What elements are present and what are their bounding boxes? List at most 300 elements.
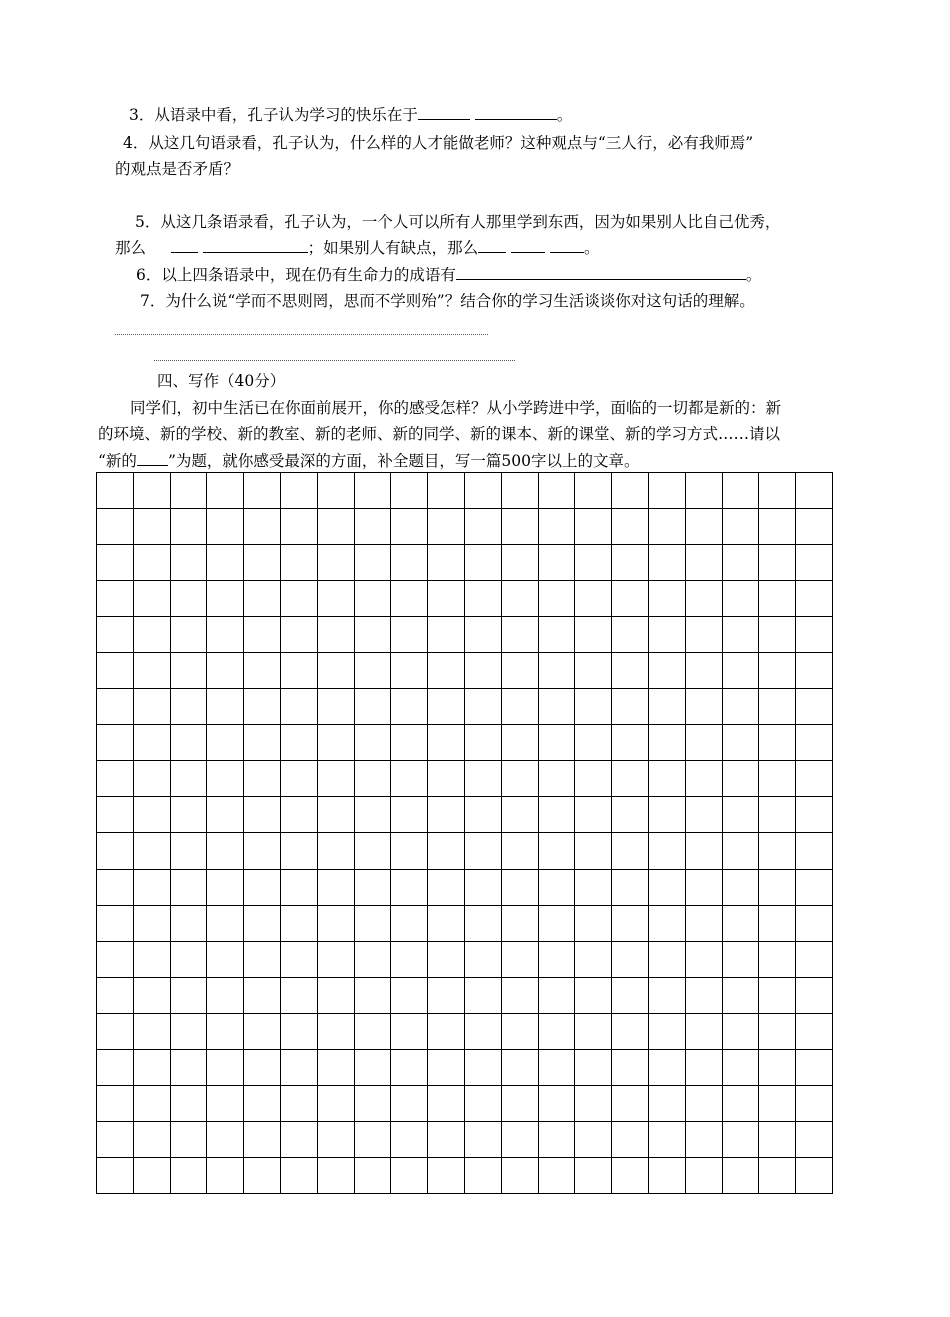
grid-cell[interactable]: [722, 689, 759, 725]
grid-cell[interactable]: [244, 1013, 281, 1049]
grid-cell[interactable]: [244, 689, 281, 725]
grid-cell[interactable]: [612, 581, 649, 617]
grid-cell[interactable]: [317, 941, 354, 977]
grid-cell[interactable]: [133, 1049, 170, 1085]
grid-cell[interactable]: [759, 905, 796, 941]
grid-cell[interactable]: [722, 833, 759, 869]
grid-cell[interactable]: [428, 617, 465, 653]
grid-cell[interactable]: [685, 941, 722, 977]
grid-cell[interactable]: [170, 1121, 207, 1157]
grid-cell[interactable]: [97, 1085, 134, 1121]
grid-cell[interactable]: [428, 545, 465, 581]
grid-cell[interactable]: [207, 833, 244, 869]
grid-cell[interactable]: [133, 581, 170, 617]
grid-cell[interactable]: [501, 1085, 538, 1121]
grid-cell[interactable]: [538, 1049, 575, 1085]
grid-cell[interactable]: [501, 941, 538, 977]
grid-cell[interactable]: [244, 1085, 281, 1121]
grid-cell[interactable]: [464, 581, 501, 617]
grid-cell[interactable]: [391, 761, 428, 797]
grid-cell[interactable]: [464, 545, 501, 581]
grid-cell[interactable]: [464, 725, 501, 761]
grid-cell[interactable]: [612, 1013, 649, 1049]
grid-cell[interactable]: [796, 1049, 833, 1085]
grid-cell[interactable]: [428, 1121, 465, 1157]
grid-cell[interactable]: [280, 761, 317, 797]
grid-cell[interactable]: [538, 1157, 575, 1193]
grid-cell[interactable]: [648, 473, 685, 509]
grid-cell[interactable]: [207, 653, 244, 689]
grid-cell[interactable]: [317, 1085, 354, 1121]
grid-cell[interactable]: [759, 689, 796, 725]
grid-cell[interactable]: [428, 977, 465, 1013]
grid-cell[interactable]: [796, 833, 833, 869]
grid-cell[interactable]: [391, 1013, 428, 1049]
grid-cell[interactable]: [170, 833, 207, 869]
grid-cell[interactable]: [244, 797, 281, 833]
grid-cell[interactable]: [354, 941, 391, 977]
grid-cell[interactable]: [170, 725, 207, 761]
grid-cell[interactable]: [391, 509, 428, 545]
grid-cell[interactable]: [133, 1157, 170, 1193]
grid-cell[interactable]: [354, 797, 391, 833]
grid-cell[interactable]: [391, 797, 428, 833]
grid-cell[interactable]: [648, 1157, 685, 1193]
grid-cell[interactable]: [575, 941, 612, 977]
grid-cell[interactable]: [648, 941, 685, 977]
grid-cell[interactable]: [354, 1049, 391, 1085]
grid-cell[interactable]: [538, 1121, 575, 1157]
grid-cell[interactable]: [685, 1085, 722, 1121]
grid-cell[interactable]: [685, 797, 722, 833]
grid-cell[interactable]: [244, 473, 281, 509]
grid-cell[interactable]: [280, 833, 317, 869]
answer-blank[interactable]: [478, 238, 506, 253]
grid-cell[interactable]: [648, 1049, 685, 1085]
grid-cell[interactable]: [354, 833, 391, 869]
grid-cell[interactable]: [648, 1085, 685, 1121]
grid-cell[interactable]: [244, 653, 281, 689]
grid-cell[interactable]: [170, 617, 207, 653]
grid-cell[interactable]: [464, 509, 501, 545]
grid-cell[interactable]: [97, 617, 134, 653]
grid-cell[interactable]: [207, 473, 244, 509]
grid-cell[interactable]: [428, 797, 465, 833]
grid-cell[interactable]: [280, 509, 317, 545]
grid-cell[interactable]: [207, 941, 244, 977]
grid-cell[interactable]: [391, 941, 428, 977]
grid-cell[interactable]: [759, 509, 796, 545]
grid-cell[interactable]: [354, 761, 391, 797]
grid-cell[interactable]: [391, 689, 428, 725]
grid-cell[interactable]: [170, 905, 207, 941]
grid-cell[interactable]: [428, 761, 465, 797]
grid-cell[interactable]: [97, 761, 134, 797]
grid-cell[interactable]: [97, 1157, 134, 1193]
grid-cell[interactable]: [170, 869, 207, 905]
grid-cell[interactable]: [685, 833, 722, 869]
grid-cell[interactable]: [759, 1121, 796, 1157]
grid-cell[interactable]: [575, 833, 612, 869]
grid-cell[interactable]: [501, 761, 538, 797]
grid-cell[interactable]: [538, 617, 575, 653]
grid-cell[interactable]: [722, 761, 759, 797]
grid-cell[interactable]: [170, 653, 207, 689]
grid-cell[interactable]: [354, 509, 391, 545]
grid-cell[interactable]: [280, 1013, 317, 1049]
grid-cell[interactable]: [722, 617, 759, 653]
grid-cell[interactable]: [280, 905, 317, 941]
grid-cell[interactable]: [280, 617, 317, 653]
grid-cell[interactable]: [97, 1049, 134, 1085]
grid-cell[interactable]: [97, 725, 134, 761]
grid-cell[interactable]: [97, 941, 134, 977]
grid-cell[interactable]: [538, 761, 575, 797]
grid-cell[interactable]: [538, 1013, 575, 1049]
grid-cell[interactable]: [648, 761, 685, 797]
grid-cell[interactable]: [685, 509, 722, 545]
grid-cell[interactable]: [612, 1049, 649, 1085]
grid-cell[interactable]: [354, 869, 391, 905]
grid-cell[interactable]: [133, 905, 170, 941]
grid-cell[interactable]: [538, 725, 575, 761]
grid-cell[interactable]: [207, 725, 244, 761]
grid-cell[interactable]: [280, 545, 317, 581]
grid-cell[interactable]: [207, 545, 244, 581]
grid-cell[interactable]: [612, 689, 649, 725]
grid-cell[interactable]: [133, 473, 170, 509]
grid-cell[interactable]: [575, 905, 612, 941]
grid-cell[interactable]: [575, 1085, 612, 1121]
grid-cell[interactable]: [133, 509, 170, 545]
grid-cell[interactable]: [391, 1049, 428, 1085]
grid-cell[interactable]: [796, 797, 833, 833]
grid-cell[interactable]: [796, 977, 833, 1013]
grid-cell[interactable]: [428, 473, 465, 509]
grid-cell[interactable]: [207, 1049, 244, 1085]
grid-cell[interactable]: [612, 653, 649, 689]
grid-cell[interactable]: [207, 617, 244, 653]
grid-cell[interactable]: [575, 617, 612, 653]
grid-cell[interactable]: [428, 581, 465, 617]
grid-cell[interactable]: [97, 797, 134, 833]
grid-cell[interactable]: [317, 509, 354, 545]
grid-cell[interactable]: [97, 545, 134, 581]
grid-cell[interactable]: [133, 761, 170, 797]
grid-cell[interactable]: [207, 1121, 244, 1157]
grid-cell[interactable]: [428, 905, 465, 941]
grid-cell[interactable]: [722, 725, 759, 761]
grid-cell[interactable]: [575, 869, 612, 905]
grid-cell[interactable]: [170, 581, 207, 617]
grid-cell[interactable]: [538, 545, 575, 581]
grid-cell[interactable]: [501, 977, 538, 1013]
grid-cell[interactable]: [244, 509, 281, 545]
grid-cell[interactable]: [391, 581, 428, 617]
grid-cell[interactable]: [501, 1157, 538, 1193]
grid-cell[interactable]: [244, 1049, 281, 1085]
grid-cell[interactable]: [759, 761, 796, 797]
grid-cell[interactable]: [612, 869, 649, 905]
grid-cell[interactable]: [97, 977, 134, 1013]
grid-cell[interactable]: [759, 1157, 796, 1193]
grid-cell[interactable]: [648, 689, 685, 725]
grid-cell[interactable]: [759, 869, 796, 905]
grid-cell[interactable]: [97, 869, 134, 905]
grid-cell[interactable]: [428, 869, 465, 905]
grid-cell[interactable]: [501, 581, 538, 617]
grid-cell[interactable]: [391, 473, 428, 509]
grid-cell[interactable]: [317, 725, 354, 761]
grid-cell[interactable]: [133, 653, 170, 689]
grid-cell[interactable]: [575, 1049, 612, 1085]
grid-cell[interactable]: [685, 725, 722, 761]
grid-cell[interactable]: [244, 905, 281, 941]
grid-cell[interactable]: [354, 1121, 391, 1157]
grid-cell[interactable]: [207, 1157, 244, 1193]
grid-cell[interactable]: [759, 1049, 796, 1085]
grid-cell[interactable]: [501, 797, 538, 833]
grid-cell[interactable]: [97, 833, 134, 869]
grid-cell[interactable]: [796, 905, 833, 941]
grid-cell[interactable]: [575, 797, 612, 833]
grid-cell[interactable]: [796, 941, 833, 977]
grid-cell[interactable]: [759, 473, 796, 509]
grid-cell[interactable]: [648, 1013, 685, 1049]
grid-cell[interactable]: [207, 509, 244, 545]
grid-cell[interactable]: [244, 545, 281, 581]
grid-cell[interactable]: [612, 617, 649, 653]
grid-cell[interactable]: [428, 509, 465, 545]
grid-cell[interactable]: [317, 797, 354, 833]
grid-cell[interactable]: [538, 653, 575, 689]
grid-cell[interactable]: [538, 977, 575, 1013]
grid-cell[interactable]: [428, 689, 465, 725]
grid-cell[interactable]: [391, 653, 428, 689]
grid-cell[interactable]: [464, 761, 501, 797]
grid-cell[interactable]: [722, 653, 759, 689]
grid-cell[interactable]: [575, 977, 612, 1013]
grid-cell[interactable]: [722, 1049, 759, 1085]
grid-cell[interactable]: [759, 941, 796, 977]
grid-cell[interactable]: [391, 725, 428, 761]
grid-cell[interactable]: [685, 1049, 722, 1085]
grid-cell[interactable]: [207, 797, 244, 833]
grid-cell[interactable]: [244, 1121, 281, 1157]
grid-cell[interactable]: [575, 509, 612, 545]
grid-cell[interactable]: [207, 977, 244, 1013]
grid-cell[interactable]: [464, 1085, 501, 1121]
grid-cell[interactable]: [648, 905, 685, 941]
grid-cell[interactable]: [759, 1013, 796, 1049]
grid-cell[interactable]: [501, 509, 538, 545]
grid-cell[interactable]: [612, 725, 649, 761]
grid-cell[interactable]: [428, 653, 465, 689]
grid-cell[interactable]: [428, 1049, 465, 1085]
grid-cell[interactable]: [280, 689, 317, 725]
grid-cell[interactable]: [796, 1157, 833, 1193]
grid-cell[interactable]: [317, 1121, 354, 1157]
grid-cell[interactable]: [612, 833, 649, 869]
grid-cell[interactable]: [133, 833, 170, 869]
grid-cell[interactable]: [97, 509, 134, 545]
grid-cell[interactable]: [207, 761, 244, 797]
grid-cell[interactable]: [391, 617, 428, 653]
grid-cell[interactable]: [796, 1085, 833, 1121]
grid-cell[interactable]: [648, 977, 685, 1013]
grid-cell[interactable]: [796, 581, 833, 617]
grid-cell[interactable]: [501, 833, 538, 869]
grid-cell[interactable]: [501, 905, 538, 941]
grid-cell[interactable]: [464, 977, 501, 1013]
grid-cell[interactable]: [170, 1085, 207, 1121]
grid-cell[interactable]: [317, 689, 354, 725]
grid-cell[interactable]: [648, 545, 685, 581]
grid-cell[interactable]: [759, 977, 796, 1013]
grid-cell[interactable]: [648, 581, 685, 617]
grid-cell[interactable]: [722, 1157, 759, 1193]
grid-cell[interactable]: [685, 869, 722, 905]
grid-cell[interactable]: [685, 617, 722, 653]
grid-cell[interactable]: [133, 869, 170, 905]
grid-cell[interactable]: [501, 689, 538, 725]
grid-cell[interactable]: [170, 761, 207, 797]
grid-cell[interactable]: [133, 1013, 170, 1049]
grid-cell[interactable]: [501, 617, 538, 653]
grid-cell[interactable]: [354, 725, 391, 761]
grid-cell[interactable]: [722, 473, 759, 509]
grid-cell[interactable]: [280, 1157, 317, 1193]
grid-cell[interactable]: [317, 473, 354, 509]
grid-cell[interactable]: [464, 1049, 501, 1085]
grid-cell[interactable]: [648, 797, 685, 833]
grid-cell[interactable]: [759, 725, 796, 761]
grid-cell[interactable]: [796, 689, 833, 725]
title-blank[interactable]: [137, 451, 168, 466]
grid-cell[interactable]: [133, 725, 170, 761]
grid-cell[interactable]: [759, 581, 796, 617]
grid-cell[interactable]: [133, 617, 170, 653]
grid-cell[interactable]: [464, 1013, 501, 1049]
grid-cell[interactable]: [575, 761, 612, 797]
grid-cell[interactable]: [170, 509, 207, 545]
grid-cell[interactable]: [464, 833, 501, 869]
grid-cell[interactable]: [538, 1085, 575, 1121]
grid-cell[interactable]: [685, 1157, 722, 1193]
grid-cell[interactable]: [796, 545, 833, 581]
grid-cell[interactable]: [648, 869, 685, 905]
grid-cell[interactable]: [391, 1121, 428, 1157]
grid-cell[interactable]: [722, 869, 759, 905]
grid-cell[interactable]: [648, 509, 685, 545]
grid-cell[interactable]: [796, 1121, 833, 1157]
grid-cell[interactable]: [501, 1121, 538, 1157]
grid-cell[interactable]: [722, 797, 759, 833]
grid-cell[interactable]: [317, 905, 354, 941]
grid-cell[interactable]: [538, 689, 575, 725]
grid-cell[interactable]: [317, 617, 354, 653]
grid-cell[interactable]: [685, 473, 722, 509]
grid-cell[interactable]: [280, 581, 317, 617]
grid-cell[interactable]: [354, 1013, 391, 1049]
grid-cell[interactable]: [391, 977, 428, 1013]
grid-cell[interactable]: [97, 1013, 134, 1049]
grid-cell[interactable]: [722, 545, 759, 581]
grid-cell[interactable]: [170, 1049, 207, 1085]
grid-cell[interactable]: [133, 797, 170, 833]
grid-cell[interactable]: [354, 905, 391, 941]
grid-cell[interactable]: [354, 1085, 391, 1121]
composition-grid[interactable]: [96, 472, 833, 1194]
grid-cell[interactable]: [244, 833, 281, 869]
grid-cell[interactable]: [722, 509, 759, 545]
grid-cell[interactable]: [575, 1013, 612, 1049]
grid-cell[interactable]: [464, 869, 501, 905]
grid-cell[interactable]: [796, 725, 833, 761]
grid-cell[interactable]: [796, 1013, 833, 1049]
grid-cell[interactable]: [612, 545, 649, 581]
grid-cell[interactable]: [244, 617, 281, 653]
grid-cell[interactable]: [464, 653, 501, 689]
grid-cell[interactable]: [244, 761, 281, 797]
grid-cell[interactable]: [280, 941, 317, 977]
grid-cell[interactable]: [170, 473, 207, 509]
grid-cell[interactable]: [428, 1013, 465, 1049]
grid-cell[interactable]: [391, 1157, 428, 1193]
grid-cell[interactable]: [648, 653, 685, 689]
grid-cell[interactable]: [685, 1013, 722, 1049]
grid-cell[interactable]: [612, 761, 649, 797]
grid-cell[interactable]: [280, 725, 317, 761]
grid-cell[interactable]: [759, 797, 796, 833]
grid-cell[interactable]: [170, 689, 207, 725]
grid-cell[interactable]: [170, 977, 207, 1013]
grid-cell[interactable]: [501, 653, 538, 689]
grid-cell[interactable]: [354, 653, 391, 689]
grid-cell[interactable]: [464, 1157, 501, 1193]
grid-cell[interactable]: [170, 1013, 207, 1049]
grid-cell[interactable]: [97, 581, 134, 617]
grid-cell[interactable]: [391, 545, 428, 581]
grid-cell[interactable]: [575, 653, 612, 689]
grid-cell[interactable]: [685, 761, 722, 797]
grid-cell[interactable]: [501, 869, 538, 905]
grid-cell[interactable]: [280, 1049, 317, 1085]
grid-cell[interactable]: [280, 869, 317, 905]
grid-cell[interactable]: [133, 689, 170, 725]
grid-cell[interactable]: [97, 1121, 134, 1157]
grid-cell[interactable]: [575, 689, 612, 725]
grid-cell[interactable]: [428, 1157, 465, 1193]
grid-cell[interactable]: [648, 617, 685, 653]
grid-cell[interactable]: [317, 1049, 354, 1085]
grid-cell[interactable]: [354, 689, 391, 725]
grid-cell[interactable]: [207, 905, 244, 941]
grid-cell[interactable]: [317, 653, 354, 689]
grid-cell[interactable]: [722, 905, 759, 941]
answer-blank[interactable]: [511, 238, 545, 253]
grid-cell[interactable]: [501, 545, 538, 581]
grid-cell[interactable]: [280, 1085, 317, 1121]
grid-cell[interactable]: [354, 545, 391, 581]
grid-cell[interactable]: [538, 797, 575, 833]
grid-cell[interactable]: [612, 509, 649, 545]
grid-cell[interactable]: [280, 473, 317, 509]
grid-cell[interactable]: [428, 725, 465, 761]
grid-cell[interactable]: [685, 581, 722, 617]
grid-cell[interactable]: [796, 617, 833, 653]
grid-cell[interactable]: [796, 869, 833, 905]
